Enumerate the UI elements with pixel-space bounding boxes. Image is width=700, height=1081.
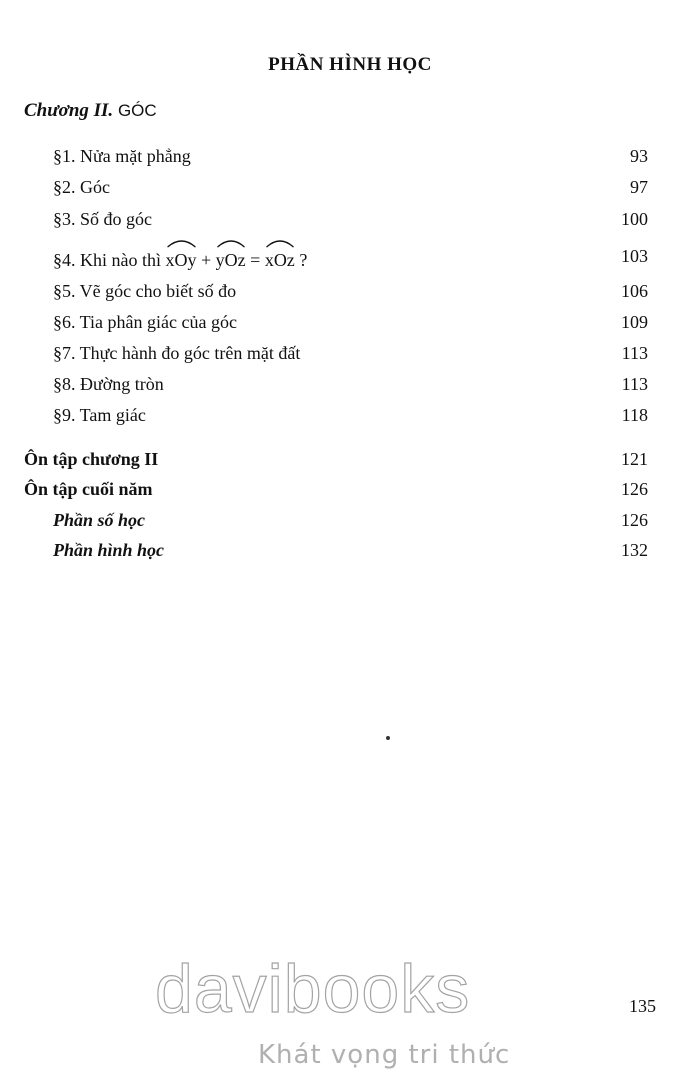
toc-entry — [53, 370, 648, 398]
toc-entry-label: Ôn tập cuối năm — [24, 479, 153, 499]
toc-entry-label: §1. Nửa mặt phẳng — [53, 146, 191, 166]
toc-entry-label: Ôn tập chương II — [24, 449, 159, 469]
angle-a: xOy — [165, 250, 197, 270]
plus-sign: + — [201, 250, 212, 270]
chapter-title: GÓC — [117, 101, 157, 120]
angle-notation — [166, 242, 197, 274]
page-title: PHẦN HÌNH HỌC — [268, 54, 432, 75]
page-number: 135 — [629, 996, 656, 1016]
toc-entry-page: 121 — [621, 449, 648, 469]
angle-b: yOz — [215, 250, 246, 270]
toc-entry-page: 132 — [621, 540, 648, 560]
toc-entry-page: 118 — [621, 405, 648, 425]
toc-subpart-entry — [53, 506, 648, 534]
chapter-number: Chương II. — [24, 100, 114, 121]
toc-entry-label: Phần số học — [53, 510, 146, 530]
toc-entry — [53, 277, 648, 305]
equals-sign: = — [250, 250, 261, 270]
toc-entry-page: 126 — [621, 479, 648, 499]
toc-entry — [53, 173, 648, 201]
angle-arc-icon — [166, 238, 197, 248]
chapter-heading — [24, 100, 157, 122]
toc-entry — [53, 308, 648, 336]
toc-entry-label: Phần hình học — [53, 540, 165, 560]
toc-entry-page: 113 — [621, 374, 648, 394]
toc-entry — [53, 339, 648, 367]
angle-notation — [265, 242, 295, 274]
toc-entry-page: 126 — [621, 510, 648, 530]
toc-entry-label: §5. Vẽ góc cho biết số đo — [53, 281, 237, 301]
toc-entry-page: 103 — [621, 246, 648, 266]
toc-entry-label: §2. Góc — [53, 177, 110, 197]
speck — [386, 736, 390, 740]
toc-entry-page: 100 — [621, 209, 648, 229]
toc-entry-label — [53, 242, 307, 274]
toc-entry — [53, 242, 648, 270]
toc-entry-page: 109 — [621, 312, 648, 332]
toc-entry-label: §6. Tia phân giác của góc — [53, 312, 237, 332]
angle-notation — [216, 242, 246, 274]
angle-c: xOz — [264, 250, 295, 270]
toc-entry — [53, 205, 648, 233]
toc-review-entry — [24, 445, 648, 473]
toc-entry-label: §9. Tam giác — [53, 405, 146, 425]
toc-entry-label: §3. Số đo góc — [53, 209, 152, 229]
question-mark: ? — [299, 250, 308, 270]
watermark-slogan: Khát vọng tri thức — [258, 1040, 511, 1070]
angle-arc-icon — [216, 238, 246, 248]
toc-review-entry — [24, 475, 648, 503]
toc-entry-prefix: §4. Khi nào thì — [53, 250, 161, 270]
toc-entry — [53, 142, 648, 170]
toc-entry-page: 113 — [621, 343, 648, 363]
toc-entry-label: §7. Thực hành đo góc trên mặt đất — [53, 343, 301, 363]
watermark-brand: davibooks — [155, 951, 471, 1027]
toc-entry-page: 106 — [621, 281, 648, 301]
toc-entry-page: 97 — [630, 177, 648, 197]
angle-arc-icon — [265, 238, 295, 248]
toc-subpart-entry — [53, 536, 648, 564]
toc-entry-label: §8. Đường tròn — [53, 374, 164, 394]
toc-entry — [53, 401, 648, 429]
toc-entry-page: 93 — [630, 146, 648, 166]
